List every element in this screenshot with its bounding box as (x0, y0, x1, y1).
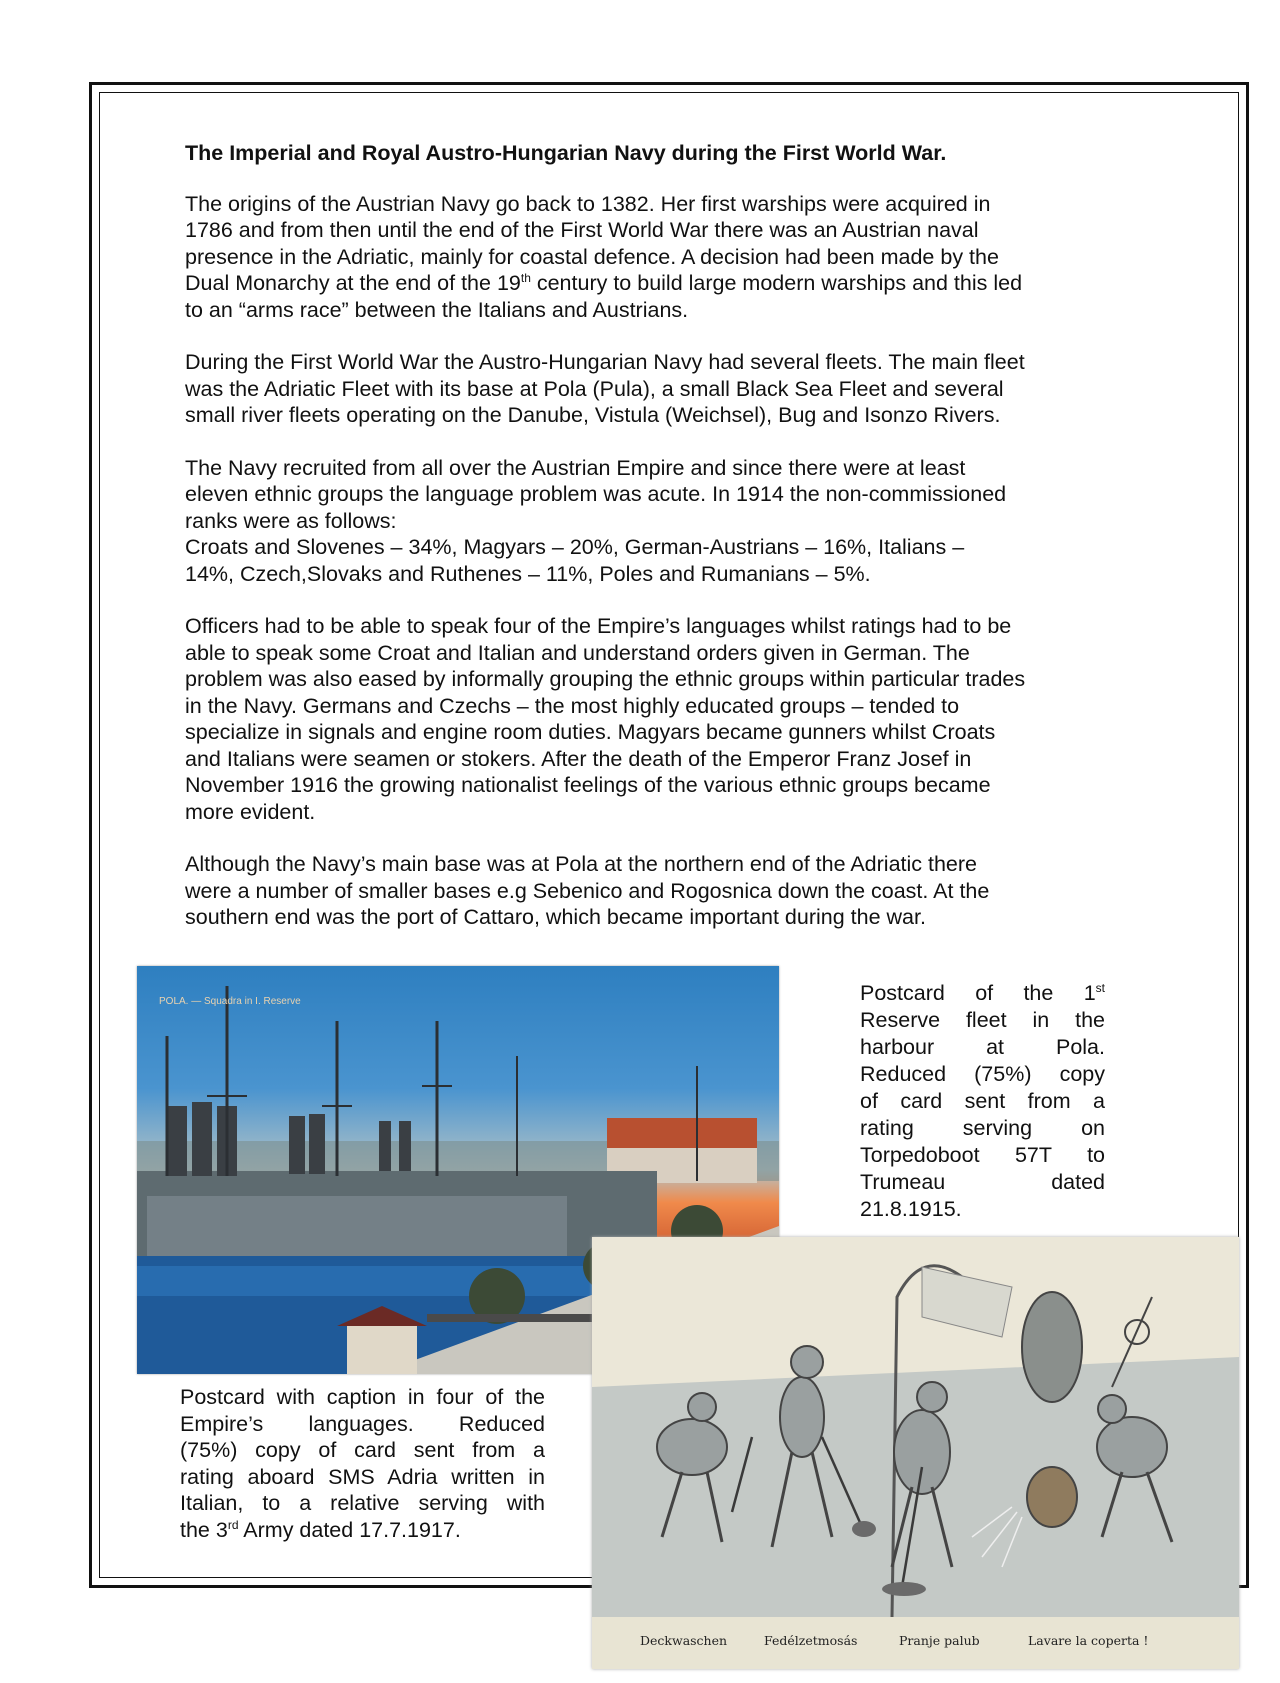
text-fragment: Army dated 17.7.1917. (238, 1517, 461, 1542)
text-line: able to speak some Croat and Italian and understand orders given in German. The (185, 640, 970, 665)
text-line: and Italians were seamen or stokers. After the death of the Emperor Franz Josef in (185, 746, 972, 771)
text-line: were a number of smaller bases e.g Sebenico and Rogosnica down the coast. At the (185, 878, 990, 903)
text-line: Officers had to be able to speak four of the Empire’s languages whilst ratings had to be (185, 614, 1012, 638)
caption-german: Deckwaschen (640, 1633, 728, 1648)
paragraph-recruitment (185, 455, 1110, 588)
paragraph-bases (185, 851, 1110, 931)
text-line: During the First World War the Austro-Hungarian Navy had several fleets. The main fleet (185, 350, 1025, 374)
document-body (185, 140, 1110, 957)
postcard-printed-captions (592, 1633, 1239, 1657)
deck-washing-illustration (592, 1237, 1239, 1669)
paragraph-fleets (185, 349, 1110, 429)
text-line: ranks were as follows: (185, 508, 397, 533)
text-line: 1786 and from then until the end of the First World War there was an Austrian naval (185, 218, 979, 242)
caption-line: Reduced (75%) copy (860, 1062, 1105, 1086)
text-fragment: Dual Monarchy at the end of the 19 (185, 271, 521, 295)
superscript: rd (227, 1517, 239, 1532)
caption-harbour-postcard (860, 980, 1105, 1223)
text-line: in the Navy. Germans and Czechs – the most highly educated groups – tended to (185, 693, 960, 718)
text-line: presence in the Adriatic, mainly for coastal defence. A decision had been made by the (185, 244, 999, 269)
caption-line: rating serving on (860, 1116, 1105, 1140)
text-line: Croats and Slovenes – 34%, Magyars – 20%, German-Austrians – 16%, Italians – (185, 535, 965, 559)
caption-line: Italian, to a relative serving with (180, 1491, 545, 1515)
text-line: The origins of the Austrian Navy go back to 1382. Her first warships were acquired in (185, 191, 991, 216)
caption-hungarian: Fedélzetmosás (764, 1633, 858, 1648)
postcard-printed-caption: POLA. — Squadra in I. Reserve (159, 996, 301, 1007)
text-line: to an “arms race” between the Italians and Austrians. (185, 297, 689, 322)
caption-line: harbour at Pola. (860, 1035, 1105, 1059)
text-line: Although the Navy’s main base was at Pola at the northern end of the Adriatic there (185, 852, 978, 876)
text-line (185, 270, 1110, 297)
postcard-deck-washing-image (592, 1237, 1239, 1669)
paragraph-origins (185, 191, 1110, 324)
caption-line (860, 980, 1105, 1007)
caption-line: rating aboard SMS Adria written in (180, 1464, 545, 1489)
text-line: small river fleets operating on the Danube, Vistula (Weichsel), Bug and Isonzo Rivers. (185, 403, 1001, 427)
text-fragment: Postcard of the 1 (860, 981, 1096, 1005)
text-line: November 1916 the growing nationalist feelings of the various ethnic groups became (185, 773, 991, 797)
text-line: The Navy recruited from all over the Austrian Empire and since there were at least (185, 455, 966, 480)
text-line: problem was also eased by informally grouping the ethnic groups within particular trades (185, 667, 1026, 691)
caption-line: Trumeau dated (860, 1170, 1105, 1194)
caption-line: Torpedoboot 57T to (860, 1143, 1105, 1167)
caption-croatian: Pranje palub (899, 1633, 980, 1648)
caption-line: (75%) copy of card sent from a (180, 1438, 545, 1462)
text-line: more evident. (185, 799, 316, 824)
text-line: 14%, Czech,Slovaks and Ruthenes – 11%, Poles and Rumanians – 5%. (185, 561, 871, 586)
text-line: specialize in signals and engine room duties. Magyars became gunners whilst Croats (185, 720, 996, 744)
caption-line: of card sent from a (860, 1089, 1105, 1113)
text-line: was the Adriatic Fleet with its base at Pola (Pula), a small Black Sea Fleet and several (185, 376, 1004, 401)
caption-line (180, 1517, 545, 1544)
caption-line: Reserve fleet in the (860, 1008, 1105, 1032)
caption-italian: Lavare la coperta ! (1028, 1633, 1149, 1648)
superscript: st (1095, 980, 1105, 995)
caption-line: Postcard with caption in four of the (180, 1385, 545, 1409)
text-line: eleven ethnic groups the language problem was acute. In 1914 the non-commissioned (185, 482, 1007, 506)
text-fragment: the 3 (180, 1517, 228, 1542)
text-fragment: century to build large modern warships and this led (530, 271, 1023, 295)
paragraph-languages (185, 613, 1110, 825)
text-line: southern end was the port of Cattaro, which became important during the war. (185, 905, 926, 929)
caption-line: 21.8.1915. (860, 1197, 962, 1221)
caption-deck-postcard (180, 1384, 545, 1543)
superscript: th (520, 270, 531, 285)
caption-line: Empire’s languages. Reduced (180, 1411, 545, 1436)
page-title: The Imperial and Royal Austro-Hungarian Navy during the First World War. (185, 141, 947, 165)
